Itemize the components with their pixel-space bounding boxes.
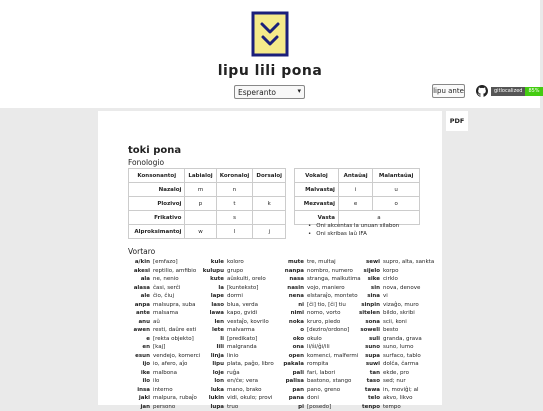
entry-word: kulupu <box>194 267 224 276</box>
dictionary-entry <box>350 335 434 344</box>
dictionary-entry <box>124 258 200 267</box>
site-title: lipu lili pona <box>0 63 540 79</box>
entry-word: telo <box>350 394 380 403</box>
dictionary-entry <box>350 292 434 301</box>
dictionary-column <box>194 258 274 411</box>
entry-word: nasa <box>274 275 304 284</box>
dictionary-entry <box>194 394 274 403</box>
dictionary-entry <box>350 284 434 293</box>
entry-word: e <box>124 335 150 344</box>
entry-word: palisa <box>274 377 304 386</box>
entry-definition: aŭ <box>153 318 160 327</box>
entry-definition: vojo, maniero <box>307 284 345 293</box>
entry-word: ale <box>124 292 150 301</box>
table-row <box>129 197 286 211</box>
entry-definition: ĉasi, serĉi <box>153 284 180 293</box>
vowel-table <box>294 168 420 225</box>
dictionary-entry <box>274 403 361 411</box>
entry-word: anu <box>124 318 150 327</box>
entry-word: pi <box>274 403 304 411</box>
entry-definition: scii, koni <box>383 318 407 327</box>
dictionary-entry <box>194 318 274 327</box>
entry-definition: bildo, skribi <box>383 309 415 318</box>
dictionary-entry <box>274 343 361 352</box>
dictionary-entry <box>194 301 274 310</box>
row-header: Mezvastaj <box>295 197 339 211</box>
entry-definition: granda, grava <box>383 335 422 344</box>
entry-definition: elstaraĵo, monteto <box>307 292 358 301</box>
dictionary-entry <box>274 258 361 267</box>
dictionary-entry <box>194 335 274 344</box>
entry-word: ijo <box>124 360 150 369</box>
entry-definition: rompita <box>307 360 328 369</box>
entry-word: tawa <box>350 386 380 395</box>
pdf-button[interactable]: PDF <box>446 111 468 131</box>
entry-definition: [ĉi] tio, [ĉi] tiu <box>307 301 346 310</box>
list-item: • Oni skribas laŭ IFA <box>308 231 399 237</box>
document-page <box>98 111 442 405</box>
dictionary-entry <box>194 275 274 284</box>
list-item: • Oni akcentas la unuan silabon <box>308 223 399 229</box>
entry-word: suno <box>350 343 380 352</box>
entry-word: a/kin <box>124 258 150 267</box>
dictionary-entry <box>124 284 200 293</box>
entry-definition: nova, denove <box>383 284 420 293</box>
dictionary-entry <box>124 318 200 327</box>
entry-word: lili <box>194 343 224 352</box>
entry-word: laso <box>194 301 224 310</box>
entry-definition: in, moviĝi; al <box>383 386 419 395</box>
entry-word: luka <box>194 386 224 395</box>
table-cell: u <box>373 183 420 197</box>
dictionary-entry <box>274 309 361 318</box>
dictionary-entry <box>274 335 361 344</box>
entry-definition: resti, daŭre esti <box>153 326 196 335</box>
github-icon[interactable] <box>476 85 488 97</box>
dictionary-entry <box>350 267 434 276</box>
entry-definition: kruro, piedo <box>307 318 340 327</box>
table-cell: e <box>338 197 372 211</box>
entry-word: sina <box>350 292 380 301</box>
dictionary-entry <box>194 267 274 276</box>
dictionary-entry <box>194 403 274 411</box>
site-header <box>0 0 540 108</box>
entry-definition: linio <box>227 352 238 361</box>
entry-definition: interno <box>153 386 173 395</box>
entry-definition: pano, greno <box>307 386 340 395</box>
table-cell: p <box>185 197 216 211</box>
dictionary-entry <box>350 258 434 267</box>
entry-word: suli <box>350 335 380 344</box>
entry-word: nena <box>274 292 304 301</box>
row-header: Frikativo <box>129 211 185 225</box>
entry-word: ante <box>124 309 150 318</box>
entry-definition: ne, nenio <box>153 275 179 284</box>
entry-word: pana <box>274 394 304 403</box>
entry-definition: suno, lumo <box>383 343 413 352</box>
table-cell: n <box>216 183 253 197</box>
table-cell: a <box>338 211 419 225</box>
entry-word: kute <box>194 275 224 284</box>
dictionary-entry <box>124 267 200 276</box>
entry-word: akesi <box>124 267 150 276</box>
dictionary-entry <box>194 352 274 361</box>
entry-definition: malsama <box>153 309 178 318</box>
entry-word: open <box>274 352 304 361</box>
entry-word: noka <box>274 318 304 327</box>
entry-definition: vestaĵo, kovrilo <box>227 318 269 327</box>
entry-word: jan <box>124 403 150 411</box>
dictionary-entry <box>124 275 200 284</box>
entry-word: suwi <box>350 360 380 369</box>
entry-definition: koloro <box>227 258 244 267</box>
page-title: toki pona <box>128 145 181 156</box>
section-heading-phonology: Fonologio <box>128 158 164 167</box>
entry-definition: stranga, malkutima <box>307 275 361 284</box>
dictionary-entry <box>124 369 200 378</box>
dictionary-entry <box>194 284 274 293</box>
language-select-value: Esperanto <box>238 88 276 97</box>
table-row <box>129 183 286 197</box>
dictionary-entry <box>194 369 274 378</box>
entry-word: kule <box>194 258 224 267</box>
entry-word: taso <box>350 377 380 386</box>
dictionary-entry <box>350 309 434 318</box>
table-cell: l <box>216 225 253 239</box>
dictionary-entry <box>350 377 434 386</box>
entry-definition: persono <box>153 403 175 411</box>
table-cell: o <box>373 197 420 211</box>
entry-word: nasin <box>274 284 304 293</box>
dictionary-entry <box>124 403 200 411</box>
table-header: Konsonantoj <box>129 169 185 183</box>
row-header: Vasta <box>295 211 339 225</box>
entry-definition: io, afero, aĵo <box>153 360 187 369</box>
dictionary-entry <box>274 267 361 276</box>
dictionary-entry <box>350 369 434 378</box>
badge-label: gitlocalized <box>491 87 525 96</box>
dictionary-entry <box>124 394 200 403</box>
entry-word: pan <box>274 386 304 395</box>
dictionary-entry <box>274 292 361 301</box>
dictionary-entry <box>350 403 434 411</box>
translation-badge[interactable] <box>491 87 543 96</box>
entry-definition: nomo, vorto <box>307 309 340 318</box>
table-header: Vokaloj <box>295 169 339 183</box>
entry-definition: fari, labori <box>307 369 335 378</box>
phonology-notes <box>308 223 399 239</box>
entry-word: sijelo <box>350 267 380 276</box>
dictionary-entry <box>124 343 200 352</box>
entry-word: tan <box>350 369 380 378</box>
table-row <box>295 183 420 197</box>
entry-word: oko <box>274 335 304 344</box>
entry-word: lete <box>194 326 224 335</box>
entry-word: nanpa <box>274 267 304 276</box>
entry-definition: sed; nur <box>383 377 406 386</box>
dictionary-entry <box>124 360 200 369</box>
dictionary-entry <box>274 284 361 293</box>
entry-word: ala <box>124 275 150 284</box>
entry-word: la <box>194 284 224 293</box>
entry-definition: dolĉa, ĉarma <box>383 360 419 369</box>
entry-definition: en/ĉe; vera <box>227 377 258 386</box>
entry-definition: li/ŝi/ĝi/ili <box>307 343 330 352</box>
table-cell: j <box>253 225 286 239</box>
entry-word: o <box>274 326 304 335</box>
entry-definition: ekde, pro <box>383 369 409 378</box>
entry-word: anpa <box>124 301 150 310</box>
entry-definition: bastono, stango <box>307 377 351 386</box>
entry-word: li <box>194 335 224 344</box>
chevron-down-icon: ▾ <box>297 87 301 95</box>
dictionary-entry <box>350 318 434 327</box>
entry-word: awen <box>124 326 150 335</box>
entry-definition: cirklo <box>383 275 398 284</box>
other-page-button[interactable]: lipu ante <box>432 84 465 98</box>
dictionary-entry <box>124 292 200 301</box>
entry-word: sitelen <box>350 309 380 318</box>
table-cell <box>185 211 216 225</box>
table-cell <box>253 183 286 197</box>
dictionary-entry <box>350 326 434 335</box>
dictionary-entry <box>124 352 200 361</box>
entry-word: jaki <box>124 394 150 403</box>
entry-definition: ruĝa <box>227 369 240 378</box>
entry-definition: kapo, gvidi <box>227 309 257 318</box>
entry-word: lupa <box>194 403 224 411</box>
entry-word: loje <box>194 369 224 378</box>
entry-definition: plata, paĝo, libro <box>227 360 274 369</box>
table-cell: i <box>338 183 372 197</box>
dictionary-entry <box>274 352 361 361</box>
entry-definition: akvo, likvo <box>383 394 413 403</box>
dictionary-entry <box>274 326 361 335</box>
entry-definition: supro, alta, sankta <box>383 258 434 267</box>
dictionary-column <box>274 258 361 411</box>
entry-word: ona <box>274 343 304 352</box>
dictionary-entry <box>350 386 434 395</box>
table-row <box>129 211 286 225</box>
dictionary-entry <box>124 326 200 335</box>
row-header: Malvastaj <box>295 183 339 197</box>
entry-definition: grupo <box>227 267 243 276</box>
table-cell: s <box>216 211 253 225</box>
entry-word: sona <box>350 318 380 327</box>
entry-definition: [dezirо/ordono] <box>307 326 349 335</box>
dictionary-entry <box>350 301 434 310</box>
dictionary-entry <box>124 377 200 386</box>
entry-definition: reptilio, amfibio <box>153 267 196 276</box>
dictionary-entry <box>350 343 434 352</box>
entry-definition: [rekta objekto] <box>153 335 194 344</box>
row-header: Alproksimantoj <box>129 225 185 239</box>
entry-word: mute <box>274 258 304 267</box>
entry-word: lipu <box>194 360 224 369</box>
table-cell: m <box>185 183 216 197</box>
table-row <box>129 225 286 239</box>
entry-word: lape <box>194 292 224 301</box>
badge-value: 85% <box>525 87 542 96</box>
dictionary-entry <box>194 386 274 395</box>
entry-definition: besto <box>383 326 398 335</box>
entry-definition: vidi, okulo; provi <box>227 394 272 403</box>
entry-word: lawa <box>194 309 224 318</box>
dictionary-entry <box>124 386 200 395</box>
entry-definition: ĉio, ĉiuj <box>153 292 174 301</box>
dictionary-entry <box>274 318 361 327</box>
entry-definition: tre, multaj <box>307 258 336 267</box>
table-header: Dorsaloj <box>253 169 286 183</box>
entry-definition: mano, brako <box>227 386 262 395</box>
entry-definition: dormi <box>227 292 243 301</box>
entry-word: soweli <box>350 326 380 335</box>
table-cell <box>253 211 286 225</box>
entry-definition: surfaco, tablo <box>383 352 421 361</box>
entry-word: supa <box>350 352 380 361</box>
entry-word: pakala <box>274 360 304 369</box>
entry-word: ilo <box>124 377 150 386</box>
entry-definition: vizaĝo, muro <box>383 301 419 310</box>
dictionary-entry <box>350 352 434 361</box>
language-select[interactable] <box>234 85 305 99</box>
dictionary-entry <box>274 394 361 403</box>
dictionary-entry <box>274 275 361 284</box>
table-cell: t <box>216 197 253 211</box>
dictionary-entry <box>194 377 274 386</box>
dictionary-entry <box>194 292 274 301</box>
dictionary-entry <box>194 326 274 335</box>
entry-definition: [emfazo] <box>153 258 178 267</box>
entry-word: insa <box>124 386 150 395</box>
entry-definition: malsupra, suba <box>153 301 195 310</box>
dictionary-entry <box>274 377 361 386</box>
dictionary-entry <box>194 258 274 267</box>
entry-word: alasa <box>124 284 150 293</box>
table-header: Malantaŭaj <box>373 169 420 183</box>
row-header: Nazaloj <box>129 183 185 197</box>
entry-definition: truo <box>227 403 238 411</box>
table-header: Antaŭaj <box>338 169 372 183</box>
entry-definition: malbona <box>153 369 177 378</box>
dictionary-entry <box>274 301 361 310</box>
table-header: Koronaloj <box>216 169 253 183</box>
dictionary-entry <box>350 360 434 369</box>
entry-word: sewi <box>350 258 380 267</box>
dictionary-entry <box>124 309 200 318</box>
section-heading-dictionary: Vortaro <box>128 247 155 256</box>
entry-definition: nombro, numero <box>307 267 353 276</box>
dictionary-entry <box>274 360 361 369</box>
entry-definition: ilo <box>153 377 159 386</box>
entry-word: esun <box>124 352 150 361</box>
entry-definition: malpura, rubaĵo <box>153 394 197 403</box>
entry-definition: [kaj] <box>153 343 165 352</box>
entry-definition: malgranda <box>227 343 257 352</box>
table-cell: w <box>185 225 216 239</box>
entry-word: pali <box>274 369 304 378</box>
dictionary-entry <box>274 369 361 378</box>
entry-definition: aŭskulti, orelo <box>227 275 266 284</box>
table-header: Labialoj <box>185 169 216 183</box>
entry-word: nimi <box>274 309 304 318</box>
consonant-table <box>128 168 286 239</box>
entry-word: sin <box>350 284 380 293</box>
dictionary-entry <box>350 275 434 284</box>
row-header: Plozivoj <box>129 197 185 211</box>
table-cell: k <box>253 197 286 211</box>
entry-definition: [posedo] <box>307 403 331 411</box>
entry-definition: [predikato] <box>227 335 257 344</box>
dictionary-entry <box>194 343 274 352</box>
entry-word: linja <box>194 352 224 361</box>
site-logo[interactable] <box>250 10 290 58</box>
entry-definition: [kunteksto] <box>227 284 258 293</box>
dictionary-entry <box>194 309 274 318</box>
entry-definition: tempo <box>383 403 401 411</box>
entry-definition: doni <box>307 394 319 403</box>
dictionary-entry <box>274 386 361 395</box>
dictionary-entry <box>124 301 200 310</box>
entry-word: en <box>124 343 150 352</box>
dictionary-column <box>350 258 434 411</box>
entry-word: sike <box>350 275 380 284</box>
entry-definition: vendejo, komerci <box>153 352 200 361</box>
table-row <box>295 197 420 211</box>
entry-word: len <box>194 318 224 327</box>
entry-word: ni <box>274 301 304 310</box>
dictionary-entry <box>350 394 434 403</box>
entry-word: lon <box>194 377 224 386</box>
dictionary-entry <box>124 335 200 344</box>
entry-word: sinpin <box>350 301 380 310</box>
entry-definition: korpo <box>383 267 398 276</box>
entry-word: lukin <box>194 394 224 403</box>
entry-word: ike <box>124 369 150 378</box>
entry-definition: malvarma <box>227 326 255 335</box>
entry-definition: okulo <box>307 335 322 344</box>
entry-definition: vi <box>383 292 388 301</box>
entry-definition: komenci, malfermi <box>307 352 358 361</box>
dictionary-column <box>124 258 200 411</box>
entry-word: tenpo <box>350 403 380 411</box>
entry-definition: blua, verda <box>227 301 258 310</box>
dictionary-entry <box>194 360 274 369</box>
